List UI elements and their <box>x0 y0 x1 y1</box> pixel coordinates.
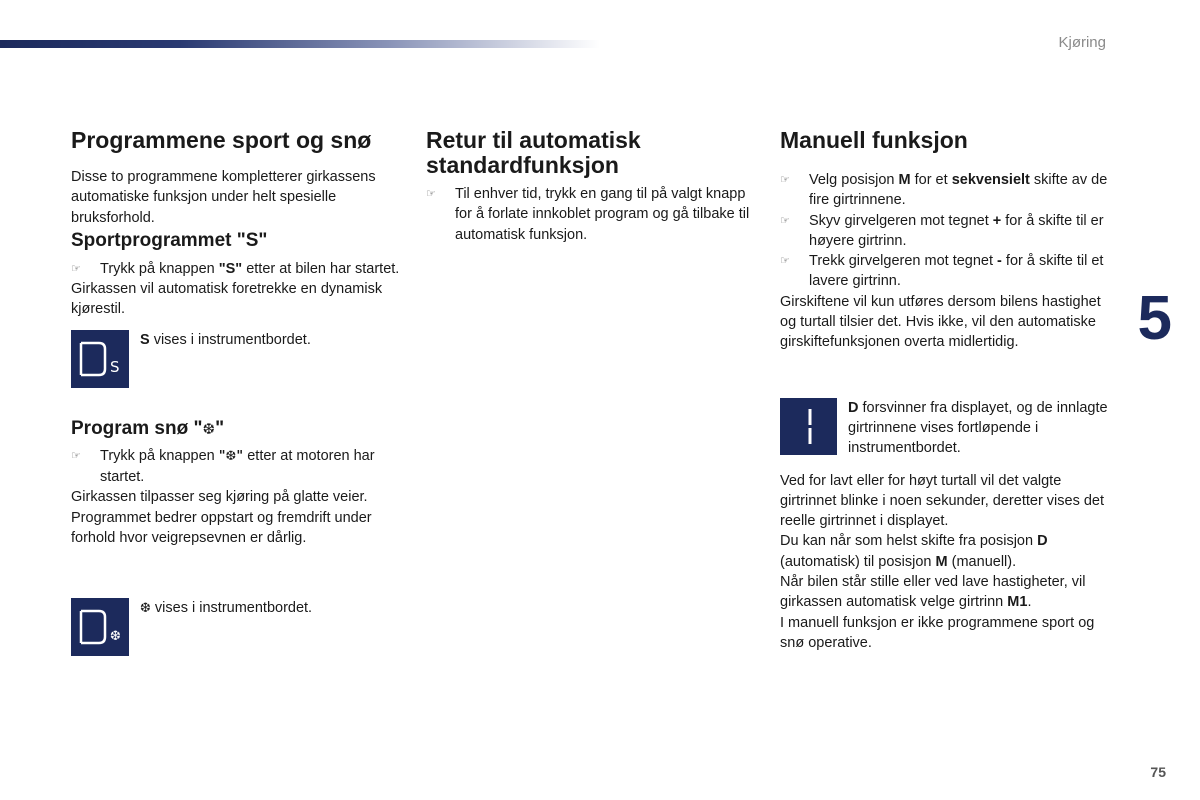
sport-bullet-list <box>71 259 401 279</box>
manual-para-5: I manuell funksjon er ikke programmene sport og snø operative. <box>780 614 1095 651</box>
manual-display-row <box>780 398 1110 459</box>
sport-text: Girkassen vil automatisk foretrekke en dynamisk kjørestil. <box>71 281 383 318</box>
sport-caption: S vises i instrumentbordet. <box>140 331 311 348</box>
pointer-icon: ☞ <box>71 449 81 462</box>
list-item: ☞ Trykk på knappen "S" etter at bilen har startet. <box>71 259 401 279</box>
snow-bullet-list <box>71 446 401 488</box>
list-item: ☞ Skyv girvelgeren mot tegnet + for å skifte til er høyere girtrinn. <box>780 212 1104 249</box>
column-return-auto <box>426 128 756 245</box>
column-manual <box>780 128 1110 653</box>
sport-display-badge <box>71 330 129 388</box>
digit-one-icon <box>794 406 824 446</box>
title-manual: Manuell funksjon <box>780 127 968 153</box>
heading-sport-program: Sportprogrammet "S" <box>71 229 268 251</box>
return-bullet-list <box>426 184 756 245</box>
title-return-auto: Retur til automatisk standardfunksjon <box>426 127 641 178</box>
manual-para-2: Ved for lavt eller for høyt turtall vil det valgte girtrinnet blinke i noen sekunder, deretter vises det reelle girtrinnet i displayet. <box>780 472 1105 530</box>
column-sport-snow <box>71 128 401 656</box>
snow-display-badge <box>71 598 129 656</box>
digit-d-icon <box>75 339 125 379</box>
list-item: ☞ Trekk girvelgeren mot tegnet - for å skifte til et lavere girtrinn. <box>780 253 1104 290</box>
pointer-icon: ☞ <box>780 214 790 227</box>
manual-bullet-list <box>780 170 1110 292</box>
title-sport-snow: Programmene sport og snø <box>71 127 372 153</box>
manual-para-3: Du kan når som helst skifte fra posisjon D (automatisk) til posisjon M (manuell). <box>780 533 1048 570</box>
chapter-number: 5 <box>1137 284 1172 353</box>
pointer-icon: ☞ <box>71 262 81 275</box>
svg-text:❆: ❆ <box>110 629 121 645</box>
manual-para-1: Girskiftene vil kun utføres dersom bilens hastighet og turtall tilsier det. Hvis ikke, vil den automatiske girskiftefunksjonen overta midlertidig. <box>780 293 1101 351</box>
snow-display-row <box>71 598 401 656</box>
intro-text: Disse to programmene kompletterer girkassens automatiske funksjon under helt spesielle bruksforhold. <box>71 169 376 226</box>
manual-caption: D forsvinner fra displayet, og de innlagte girtrinnene vises fortløpende i instrumentbordet. <box>848 399 1108 457</box>
svg-text:S: S <box>110 357 120 376</box>
snow-text: Girkassen tilpasser seg kjøring på glatte veier. Programmet bedrer oppstart og fremdrift under forhold hvor veigrepsevnen er dårlig. <box>71 489 372 546</box>
list-item: ☞ Til enhver tid, trykk en gang til på valgt knapp for å forlate innkoblet program og gå tilbake til automatisk funksjon. <box>426 186 750 243</box>
digit-d-icon <box>75 607 125 647</box>
snow-caption: ❆ vises i instrumentbordet. <box>140 600 313 617</box>
snowflake-icon: ❆ <box>202 419 216 438</box>
section-label: Kjøring <box>1058 34 1106 51</box>
pointer-icon: ☞ <box>780 255 790 268</box>
heading-snow-program: Program snø "❆" <box>71 417 225 439</box>
list-item: ☞ Trykk på knappen "❆" etter at motoren har startet. <box>71 447 375 486</box>
pointer-icon: ☞ <box>426 188 436 200</box>
header-gradient-bar <box>0 40 600 48</box>
pointer-icon: ☞ <box>780 174 790 186</box>
page-number: 75 <box>1150 764 1166 780</box>
sport-display-row <box>71 330 401 388</box>
list-item: ☞ Velg posisjon M for et sekvensielt skifte av de fire girtrinnene. <box>780 172 1108 209</box>
snowflake-icon: ❆ <box>140 601 151 617</box>
manual-para-4: Når bilen står stille eller ved lave hastigheter, vil girkassen automatisk velge girtrinn M1. <box>780 574 1086 611</box>
manual-display-badge <box>780 398 837 455</box>
